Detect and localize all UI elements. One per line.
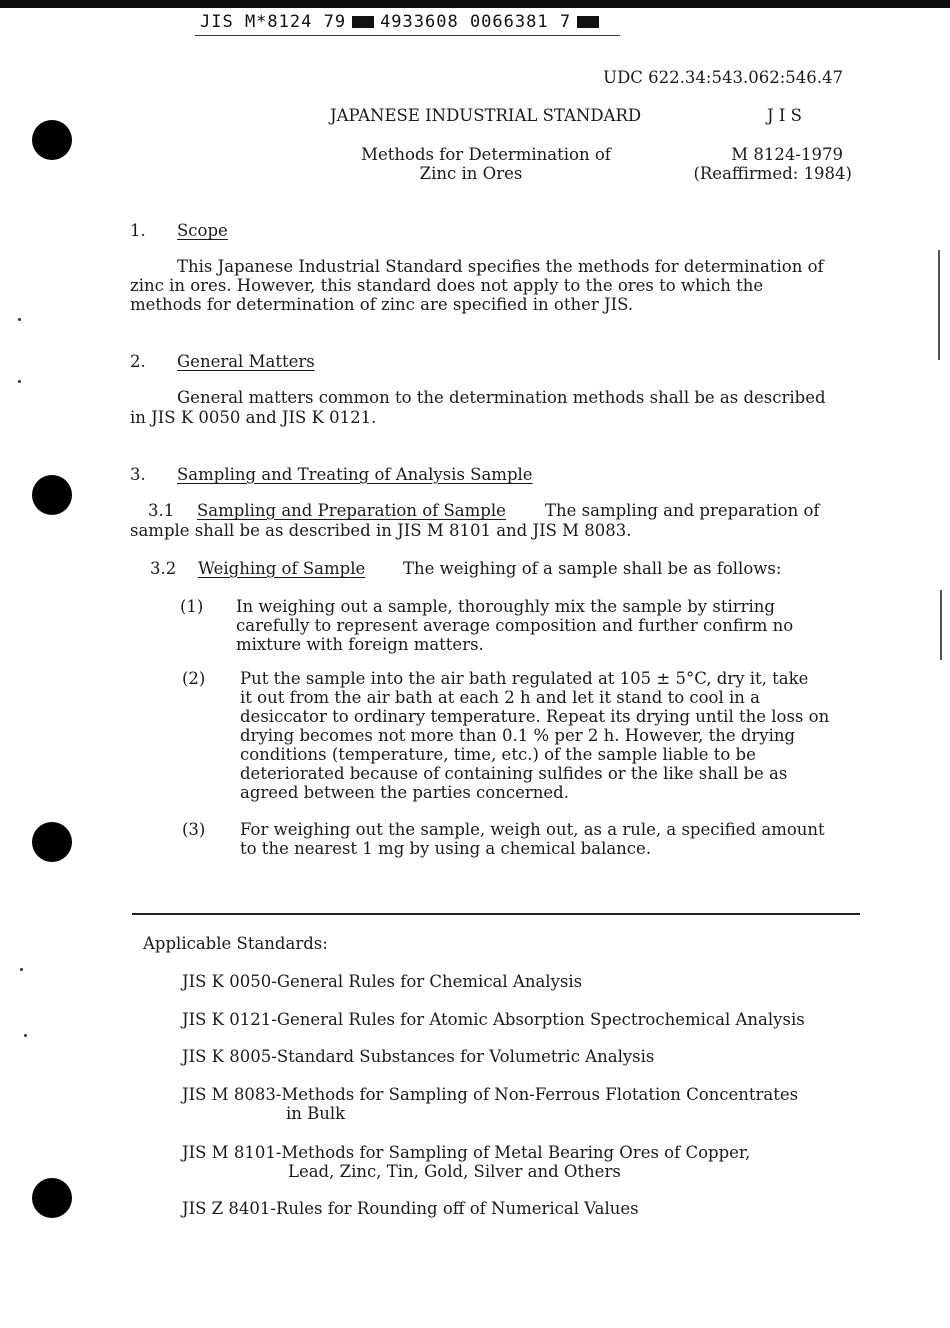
scan-top-bar	[0, 0, 950, 8]
item-1-line-2: carefully to represent average composition and further confirm no	[236, 616, 794, 635]
section-2-line-1: General matters common to the determination methods shall be as described	[177, 388, 826, 407]
applicable-standard-text: JIS K 8005-Standard Substances for Volumetric Analysis	[182, 1047, 655, 1066]
applicable-standard-text: JIS M 8083-Methods for Sampling of Non-Ferrous Flotation Concentrates	[182, 1085, 799, 1104]
scan-edge-mark	[940, 590, 942, 660]
item-2-line-7: agreed between the parties concerned.	[240, 783, 569, 802]
applicable-standard-text: JIS Z 8401-Rules for Rounding off of Numerical Values	[182, 1199, 639, 1218]
item-3-line-2: to the nearest 1 mg by using a chemical balance.	[240, 839, 652, 858]
item-2-line-5: conditions (temperature, time, etc.) of the sample liable to be	[240, 745, 756, 764]
section-3-title: Sampling and Treating of Analysis Sample	[177, 465, 533, 484]
doc-number: M 8124-1979	[731, 145, 843, 164]
subsection-3-2-number: 3.2	[150, 559, 177, 578]
scan-speck	[24, 1034, 27, 1037]
section-2-title: General Matters	[177, 352, 315, 371]
scan-speck	[18, 380, 21, 383]
punch-hole	[32, 120, 72, 160]
punch-hole	[32, 1178, 72, 1218]
applicable-standard-item	[182, 972, 582, 991]
item-3-number: (3)	[182, 820, 206, 839]
subsection-3-1-text: The sampling and preparation of	[545, 501, 820, 520]
applicable-standard-text: JIS M 8101-Methods for Sampling of Metal Bearing Ores of Copper,	[182, 1143, 751, 1162]
applicable-standard-item	[182, 1085, 798, 1123]
applicable-standard-text-cont: in Bulk	[286, 1104, 346, 1123]
section-1-line-3: methods for determination of zinc are specified in other JIS.	[130, 295, 634, 314]
subsection-3-1-text-cont: sample shall be as described in JIS M 8101 and JIS M 8083.	[130, 521, 632, 540]
redaction-block	[352, 16, 374, 28]
item-2-line-3: desiccator to ordinary temperature. Repeat its drying until the loss on	[240, 707, 830, 726]
section-2-number: 2.	[130, 352, 146, 371]
subsection-3-2-title: Weighing of Sample	[198, 559, 366, 578]
section-1-title: Scope	[177, 221, 228, 240]
section-1-number: 1.	[130, 221, 146, 240]
applicable-standard-text: JIS K 0121-General Rules for Atomic Absorption Spectrochemical Analysis	[182, 1010, 805, 1029]
item-2-number: (2)	[182, 669, 206, 688]
header-code-left: JIS M*8124 79	[200, 12, 347, 32]
punch-hole	[32, 475, 72, 515]
applicable-standard-text: JIS K 0050-General Rules for Chemical Analysis	[182, 972, 583, 991]
item-1-line-1: In weighing out a sample, thoroughly mix the sample by stirring	[236, 597, 775, 616]
applicable-standard-item	[182, 1047, 654, 1066]
section-2-line-2: in JIS K 0050 and JIS K 0121.	[130, 408, 377, 427]
item-1-number: (1)	[180, 597, 204, 616]
footnote-rule	[132, 913, 860, 915]
document-code-header	[200, 12, 605, 32]
applicable-standard-item	[182, 1199, 639, 1218]
section-1-line-2: zinc in ores. However, this standard does not apply to the ores to which the	[130, 276, 764, 295]
item-3-line-1: For weighing out the sample, weigh out, as a rule, a specified amount	[240, 820, 825, 839]
item-2-line-4: drying becomes not more than 0.1 % per 2 h. However, the drying	[240, 726, 796, 745]
subsection-3-1-number: 3.1	[148, 501, 175, 520]
doc-title-line-2: Zinc in Ores	[419, 164, 523, 183]
scan-edge-mark	[938, 250, 940, 360]
standard-title: JAPANESE INDUSTRIAL STANDARD	[330, 106, 642, 125]
item-2-line-2: it out from the air bath at each 2 h and let it stand to cool in a	[240, 688, 760, 707]
applicable-standard-item	[182, 1010, 805, 1029]
doc-reaffirmed: (Reaffirmed: 1984)	[693, 164, 852, 183]
jis-mark: J I S	[767, 106, 802, 125]
item-2-line-1: Put the sample into the air bath regulated at 105 ± 5°C, dry it, take	[240, 669, 809, 688]
header-code-right: 4933608 0066381 7	[380, 12, 572, 32]
item-2-line-6: deteriorated because of containing sulfides or the like shall be as	[240, 764, 788, 783]
applicable-standards-heading: Applicable Standards:	[143, 934, 328, 953]
header-underline	[195, 35, 620, 36]
udc-number: UDC 622.34:543.062:546.47	[603, 68, 843, 87]
subsection-3-1-title: Sampling and Preparation of Sample	[197, 501, 506, 520]
applicable-standard-item	[182, 1143, 750, 1181]
doc-title-line-1: Methods for Determination of	[361, 145, 611, 164]
punch-hole	[32, 822, 72, 862]
section-1-line-1: This Japanese Industrial Standard specifies the methods for determination of	[177, 257, 824, 276]
redaction-block	[577, 16, 599, 28]
subsection-3-2-text: The weighing of a sample shall be as follows:	[403, 559, 782, 578]
scan-speck	[18, 318, 21, 321]
section-3-number: 3.	[130, 465, 146, 484]
scan-speck	[20, 968, 23, 971]
applicable-standard-text-cont: Lead, Zinc, Tin, Gold, Silver and Others	[288, 1162, 621, 1181]
item-1-line-3: mixture with foreign matters.	[236, 635, 484, 654]
